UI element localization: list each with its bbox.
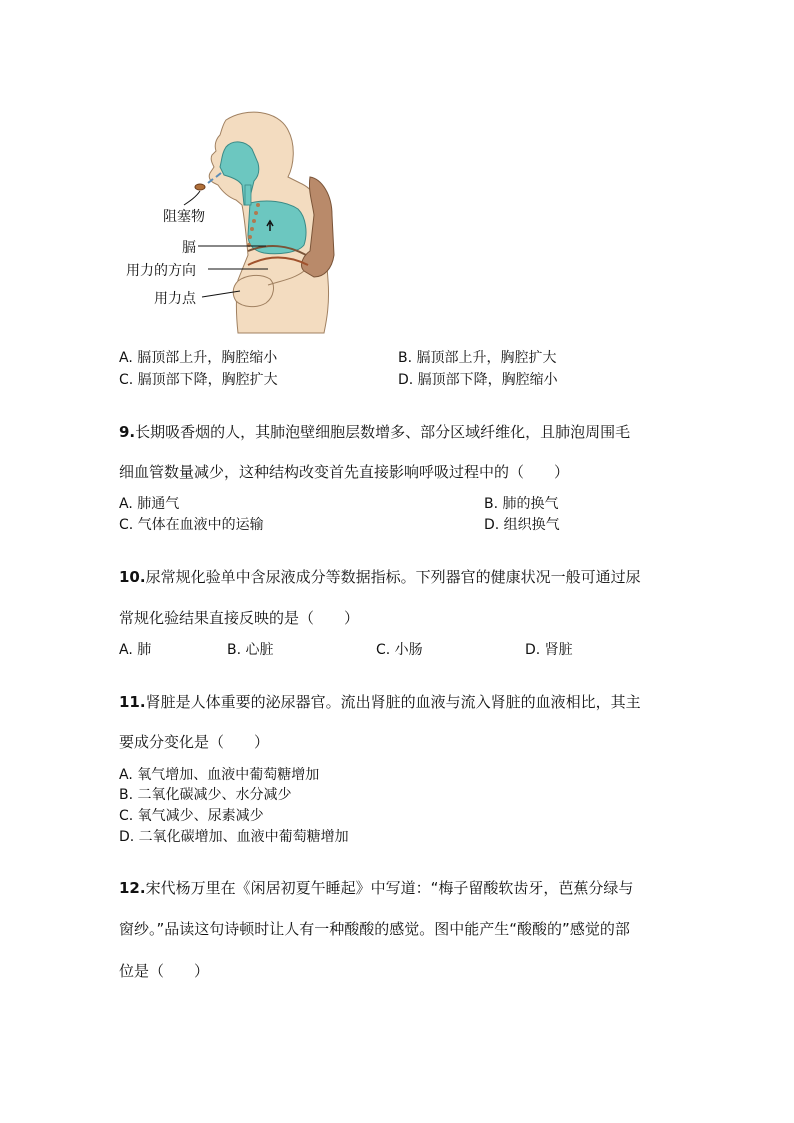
heimlich-illustration (118, 105, 338, 335)
q9-option-b: B. 肺的换气 (484, 496, 559, 512)
q9-number: 9. (119, 423, 136, 441)
q8-option-a: A. 膈顶部上升，胸腔缩小 (119, 350, 278, 366)
q12-number: 12. (119, 879, 146, 897)
q9-option-c: C. 气体在血液中的运输 (119, 517, 264, 533)
heimlich-figure (118, 105, 338, 335)
q9-line2: 细血管数量减少，这种结构改变首先直接影响呼吸过程中的（ ） (119, 463, 570, 481)
q10-text-1: 尿常规化验单中含尿液成分等数据指标。下列器官的健康状况一般可通过尿 (145, 568, 641, 586)
q8-option-c: C. 膈顶部下降，胸腔扩大 (119, 372, 278, 388)
q10-number: 10. (119, 568, 146, 586)
q10-line2: 常规化验结果直接反映的是（ ） (119, 609, 360, 627)
q11-text-1: 肾脏是人体重要的泌尿器官。流出肾脏的血液与流入肾脏的血液相比，其主 (145, 693, 641, 711)
label-force-direction: 用力的方向 (126, 263, 196, 279)
q10-option-d: D. 肾脏 (525, 642, 573, 658)
q8-option-b: B. 膈顶部上升，胸腔扩大 (398, 350, 557, 366)
q9-text-1: 长期吸香烟的人，其肺泡壁细胞层数增多、部分区域纤维化，且肺泡周围毛 (135, 423, 631, 441)
q12-text-1: 宋代杨万里在《闲居初夏午睡起》中写道：“梅子留酸软齿牙，芭蕉分绿与 (145, 879, 634, 897)
q11-option-c: C. 氧气减少、尿素减少 (119, 808, 264, 824)
q11-number: 11. (119, 693, 146, 711)
q9-option-a: A. 肺通气 (119, 496, 180, 512)
q11-line2: 要成分变化是（ ） (119, 733, 270, 751)
q10-option-a: A. 肺 (119, 642, 152, 658)
q9-option-d: D. 组织换气 (484, 517, 560, 533)
q12-line3: 位是（ ） (119, 962, 210, 980)
q10-option-c: C. 小肠 (376, 642, 423, 658)
q9-line1 (119, 421, 630, 442)
label-obstruction: 阻塞物 (163, 209, 205, 225)
label-force-point: 用力点 (154, 291, 196, 307)
q10-option-b: B. 心脏 (227, 642, 274, 658)
q10-line1 (119, 566, 641, 587)
label-diaphragm: 膈 (182, 240, 196, 256)
q11-line1 (119, 691, 641, 712)
q12-line2: 窗纱。”品读这句诗顿时让人有一种酸酸的感觉。图中能产生“酸酸的”感觉的部 (119, 920, 630, 938)
q12-line1 (119, 877, 633, 898)
q11-option-a: A. 氧气增加、血液中葡萄糖增加 (119, 767, 320, 783)
q11-option-d: D. 二氧化碳增加、血液中葡萄糖增加 (119, 829, 349, 845)
q8-option-d: D. 膈顶部下降，胸腔缩小 (398, 372, 558, 388)
q11-option-b: B. 二氧化碳减少、水分减少 (119, 787, 292, 803)
